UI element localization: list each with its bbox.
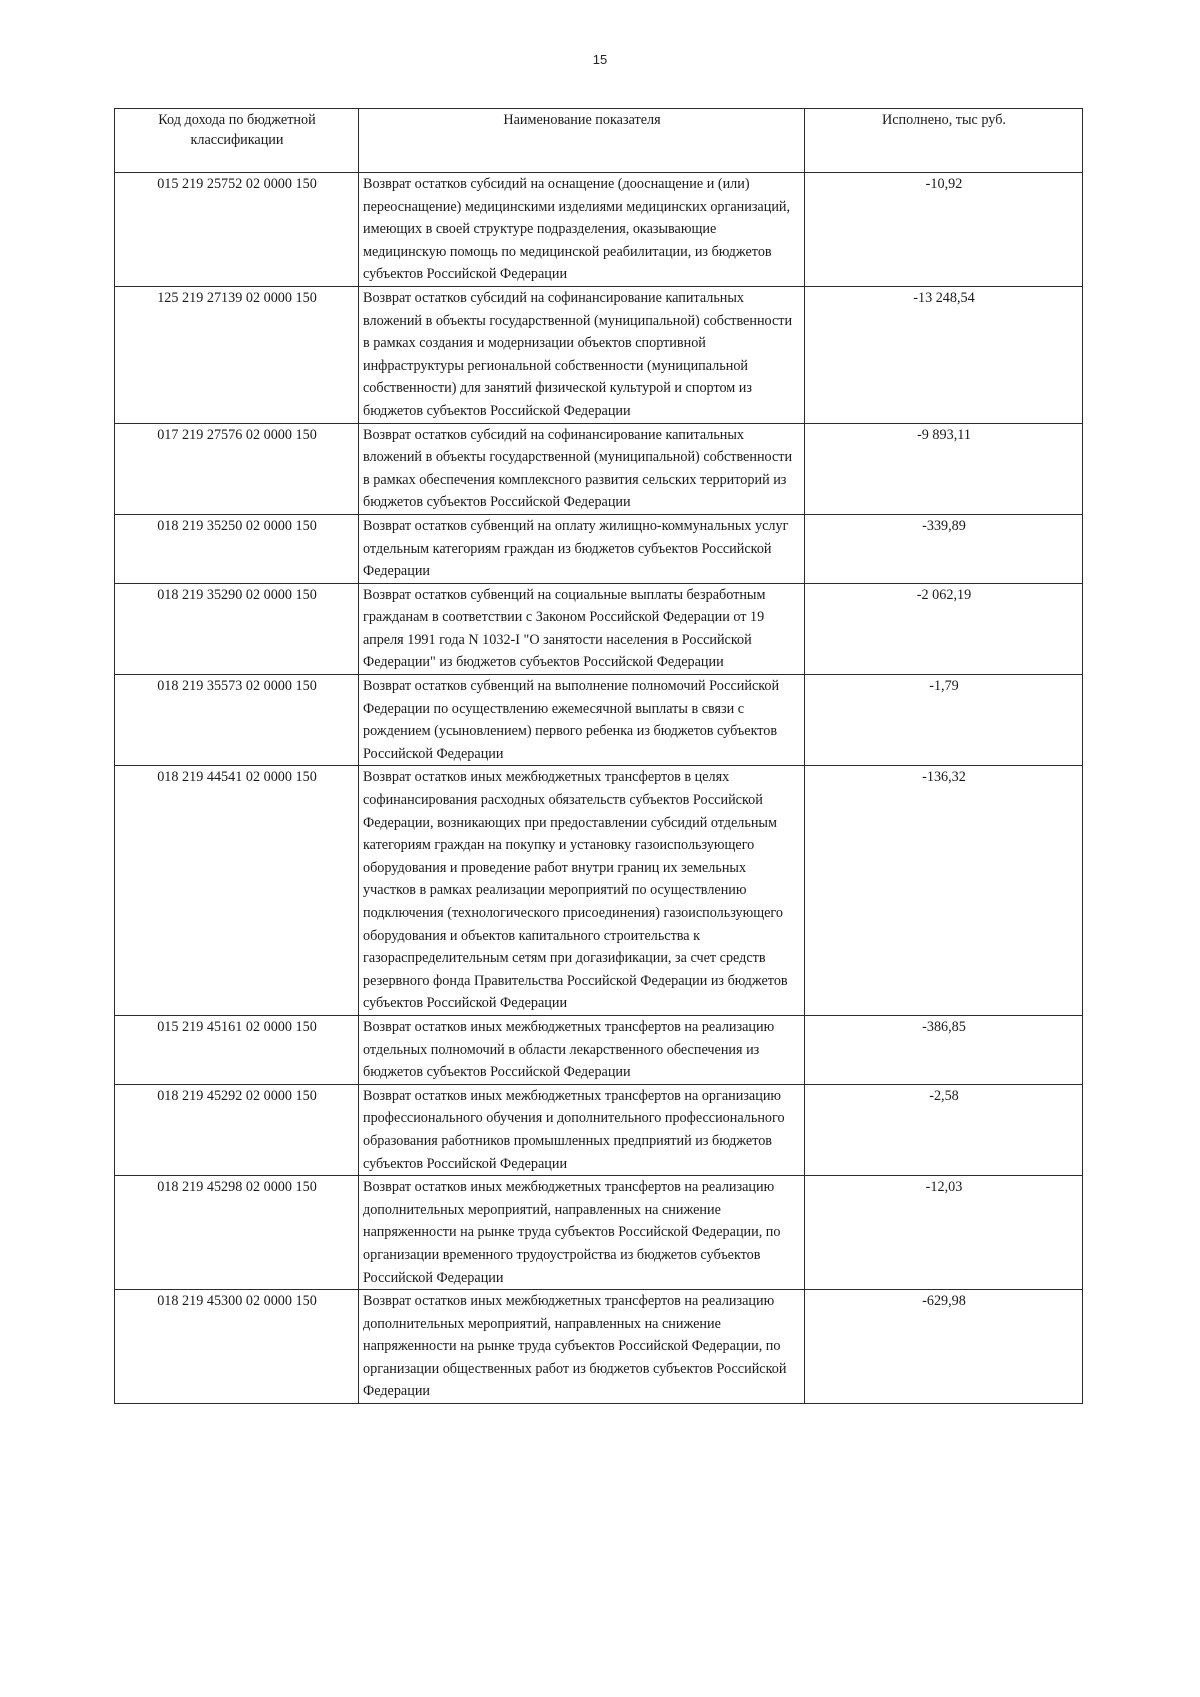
row-name: Возврат остатков субсидий на софинансирование капитальных вложений в объекты государственной (муниципальной) собственности в рамках обеспечения комплексного развития сельских территорий из бюджетов субъектов Российской Федерации — [359, 423, 805, 514]
row-name: Возврат остатков иных межбюджетных трансфертов на реализацию дополнительных мероприятий, направленных на снижение напряженности на рынке труда субъектов Российской Федерации, по организации общественных работ из бюджетов субъектов Российской Федерации — [359, 1290, 805, 1404]
row-value: -339,89 — [805, 514, 1083, 583]
row-name: Возврат остатков иных межбюджетных трансфертов на организацию профессионального обучения и дополнительного профессионального образования работников промышленных предприятий из бюджетов субъектов Российской Федерации — [359, 1084, 805, 1175]
row-code: 015 219 25752 02 0000 150 — [115, 173, 359, 287]
row-code: 018 219 44541 02 0000 150 — [115, 766, 359, 1016]
row-value: -10,92 — [805, 173, 1083, 287]
row-name: Возврат остатков субсидий на оснащение (дооснащение и (или) переоснащение) медицинскими изделиями медицинских организаций, имеющих в своей структуре подразделения, оказывающие медицинскую помощь по медицинской реабилитации, из бюджетов субъектов Российской Федерации — [359, 173, 805, 287]
row-value: -2 062,19 — [805, 583, 1083, 674]
row-value: -136,32 — [805, 766, 1083, 1016]
row-value: -629,98 — [805, 1290, 1083, 1404]
row-code: 018 219 45292 02 0000 150 — [115, 1084, 359, 1175]
row-value: -9 893,11 — [805, 423, 1083, 514]
table-header-row — [115, 109, 1083, 173]
row-code: 018 219 45298 02 0000 150 — [115, 1176, 359, 1290]
table-row — [115, 1084, 1083, 1175]
table-row — [115, 1015, 1083, 1084]
row-value: -13 248,54 — [805, 286, 1083, 423]
row-name: Возврат остатков субвенций на социальные выплаты безработным гражданам в соответствии с Законом Российской Федерации от 19 апреля 1991 года N 1032-I "О занятости населения в Российской Федерации" из бюджетов субъектов Российской Федерации — [359, 583, 805, 674]
table-row — [115, 583, 1083, 674]
row-value: -2,58 — [805, 1084, 1083, 1175]
row-name: Возврат остатков иных межбюджетных трансфертов на реализацию отдельных полномочий в области лекарственного обеспечения из бюджетов субъектов Российской Федерации — [359, 1015, 805, 1084]
table-row — [115, 766, 1083, 1016]
row-name: Возврат остатков субвенций на оплату жилищно-коммунальных услуг отдельным категориям граждан из бюджетов субъектов Российской Федерации — [359, 514, 805, 583]
table-row — [115, 286, 1083, 423]
table-row — [115, 1176, 1083, 1290]
row-name: Возврат остатков субсидий на софинансирование капитальных вложений в объекты государственной (муниципальной) собственности в рамках создания и модернизации объектов спортивной инфраструктуры региональной собственности (муниципальной собственности) для занятий физической культурой и спортом из бюджетов субъектов Российской Федерации — [359, 286, 805, 423]
table-row — [115, 423, 1083, 514]
row-value: -12,03 — [805, 1176, 1083, 1290]
budget-revenue-table — [114, 108, 1083, 1404]
page-number: 15 — [592, 52, 608, 67]
row-code: 015 219 45161 02 0000 150 — [115, 1015, 359, 1084]
row-code: 017 219 27576 02 0000 150 — [115, 423, 359, 514]
row-value: -386,85 — [805, 1015, 1083, 1084]
table-row — [115, 1290, 1083, 1404]
row-code: 018 219 35573 02 0000 150 — [115, 675, 359, 766]
row-value: -1,79 — [805, 675, 1083, 766]
table-row — [115, 675, 1083, 766]
table-row — [115, 173, 1083, 287]
header-name: Наименование показателя — [359, 109, 805, 173]
header-value: Исполнено, тыс руб. — [805, 109, 1083, 173]
row-code: 018 219 45300 02 0000 150 — [115, 1290, 359, 1404]
table-row — [115, 514, 1083, 583]
row-code: 018 219 35290 02 0000 150 — [115, 583, 359, 674]
row-code: 125 219 27139 02 0000 150 — [115, 286, 359, 423]
row-code: 018 219 35250 02 0000 150 — [115, 514, 359, 583]
row-name: Возврат остатков иных межбюджетных трансфертов в целях софинансирования расходных обязательств субъектов Российской Федерации, возникающих при предоставлении субсидий отдельным категориям граждан на покупку и установку газоиспользующего оборудования и проведение работ внутри границ их земельных участков в рамках реализации мероприятий по осуществлению подключения (технологического присоединения) газоиспользующего оборудования и объектов капитального строительства к газораспределительным сетям при догазификации, за счет средств резервного фонда Правительства Российской Федерации из бюджетов субъектов Российской Федерации — [359, 766, 805, 1016]
header-code: Код дохода по бюджетной классификации — [115, 109, 359, 173]
row-name: Возврат остатков иных межбюджетных трансфертов на реализацию дополнительных мероприятий, направленных на снижение напряженности на рынке труда субъектов Российской Федерации, по организации временного трудоустройства из бюджетов субъектов Российской Федерации — [359, 1176, 805, 1290]
row-name: Возврат остатков субвенций на выполнение полномочий Российской Федерации по осуществлению ежемесячной выплаты в связи с рождением (усыновлением) первого ребенка из бюджетов субъектов Российской Федерации — [359, 675, 805, 766]
